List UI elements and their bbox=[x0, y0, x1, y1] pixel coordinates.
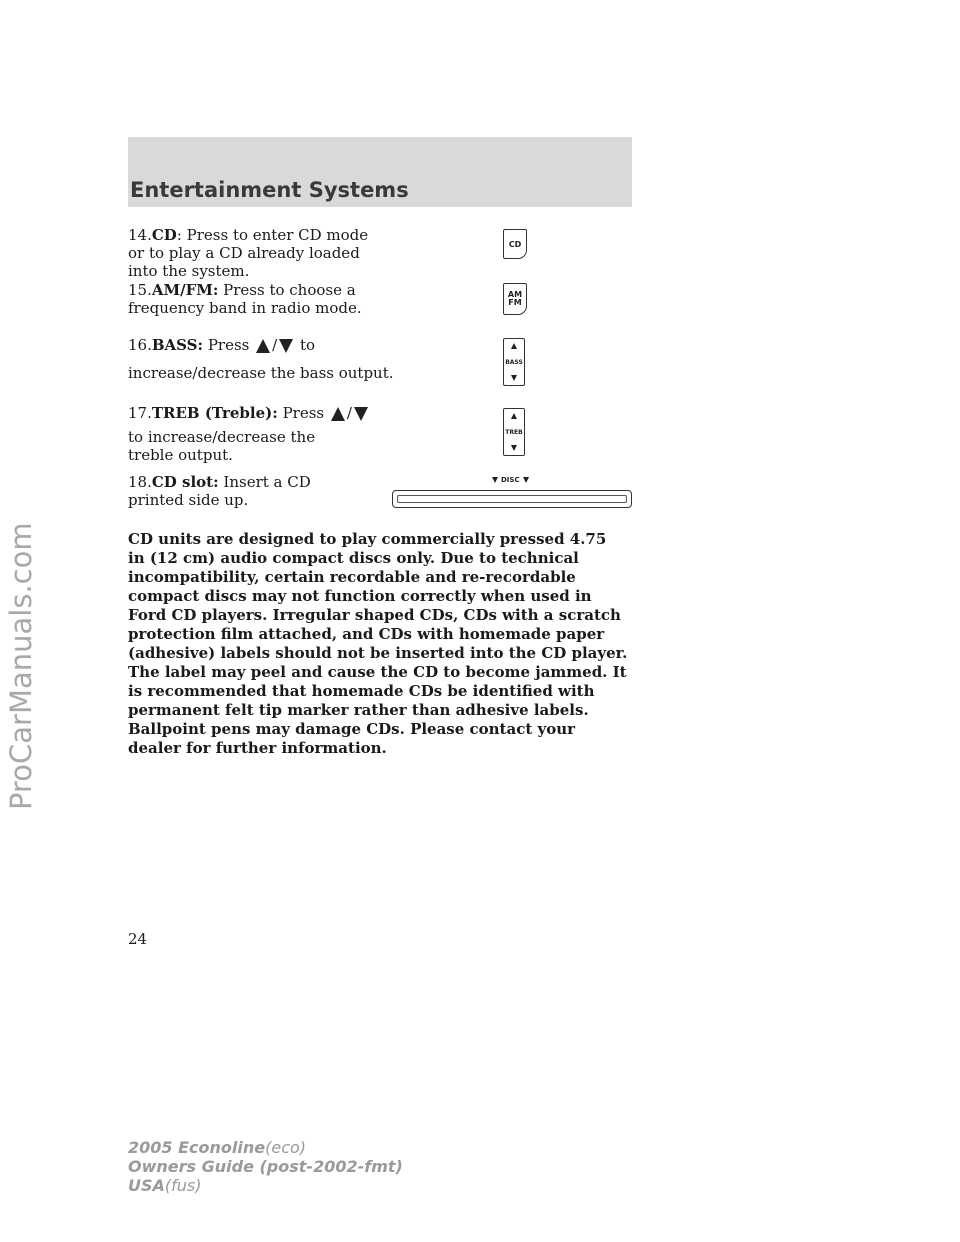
item-label: TREB (Treble): bbox=[151, 404, 278, 422]
down-arrow-icon bbox=[511, 375, 517, 381]
item-amfm bbox=[128, 281, 378, 317]
item-label: CD bbox=[151, 226, 177, 244]
item-treb: 17.TREB (Treble): Press / to increase/decrease the treble output. bbox=[128, 404, 398, 464]
cd-slot-illustration bbox=[392, 490, 632, 508]
down-arrow-icon bbox=[511, 445, 517, 451]
item-bass: 16.BASS: Press / to increase/decrease the bass output. bbox=[128, 336, 398, 382]
watermark: ProCarManuals.com bbox=[4, 522, 38, 810]
item-text: Press to enter CD mode or to play a CD already loaded into the system. bbox=[128, 226, 369, 280]
section-title: Entertainment Systems bbox=[130, 178, 409, 202]
cd-button: CD bbox=[503, 229, 527, 259]
item-label: BASS: bbox=[151, 336, 204, 354]
down-arrow-icon bbox=[492, 477, 498, 483]
item-text: Press to choose a frequency band in radio mode. bbox=[128, 281, 362, 317]
bass-button: BASS bbox=[503, 338, 525, 386]
item-text: Insert a CD printed side up. bbox=[128, 473, 311, 509]
item-number: 15. bbox=[128, 281, 152, 299]
document-footer: 2005 Econoline(eco) Owners Guide (post-2002-fmt) USA(fus) bbox=[128, 1138, 403, 1195]
up-arrow-icon bbox=[256, 339, 270, 353]
up-arrow-icon bbox=[331, 407, 345, 421]
amfm-button: AM FM bbox=[503, 283, 527, 315]
cd-warning-paragraph: CD units are designed to play commercially pressed 4.75 in (12 cm) audio compact discs only. Due to technical incompatibility, certain recordable and re-recordable compact discs may not function correctly when used in Ford CD players. Irregular shaped CDs, CDs with a scratch protection film attached, and CDs with homemade paper (adhesive) labels should not be inserted into the CD player. The label may peel and cause the CD to become jammed. It is recommended that homemade CDs be identified with permanent felt tip marker rather than adhesive labels. Ballpoint pens may damage CDs. Please contact your dealer for further information. bbox=[128, 530, 628, 757]
down-arrow-icon bbox=[523, 477, 529, 483]
disc-label: DISC bbox=[492, 476, 529, 484]
item-text: to increase/decrease the treble output. bbox=[128, 428, 316, 464]
item-cd: 14.CD: Press to enter CD mode or to play a CD already loaded into the system. bbox=[128, 226, 369, 280]
down-arrow-icon bbox=[354, 407, 368, 421]
up-arrow-icon bbox=[511, 343, 517, 349]
item-label: AM/FM: bbox=[151, 281, 219, 299]
item-number: 18. bbox=[128, 473, 152, 491]
item-cd-slot bbox=[128, 473, 368, 509]
item-number: 16. bbox=[128, 336, 152, 354]
item-text: increase/decrease the bass output. bbox=[128, 364, 394, 382]
item-number: 17. bbox=[128, 404, 152, 422]
treb-button: TREB bbox=[503, 408, 525, 456]
page-number: 24 bbox=[128, 930, 148, 948]
item-number: 14. bbox=[128, 226, 152, 244]
down-arrow-icon bbox=[279, 339, 293, 353]
item-label: CD slot: bbox=[151, 473, 219, 491]
up-arrow-icon bbox=[511, 413, 517, 419]
